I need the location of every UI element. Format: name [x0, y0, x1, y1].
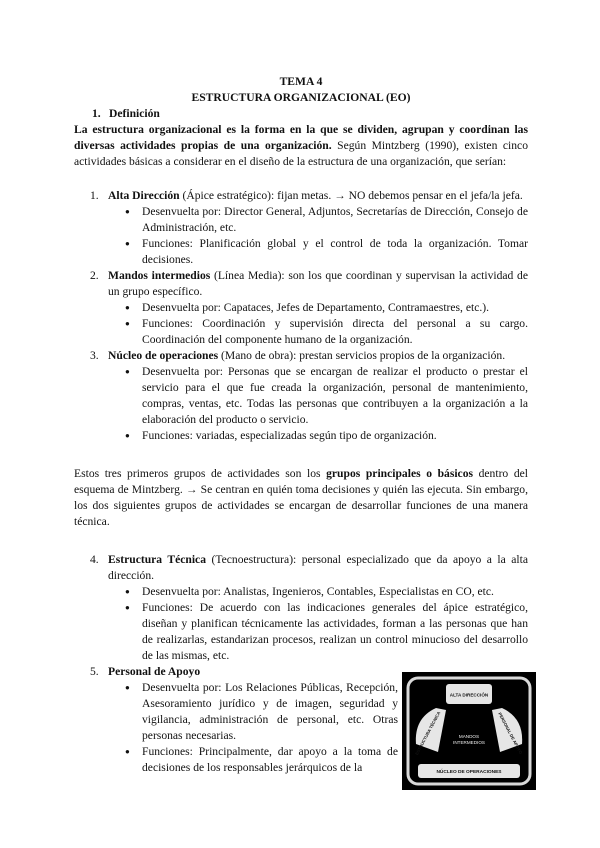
bullet-item: ● Desenvuelta por: Personas que se encargan de realizar el producto o prestar el servicio para el que fue creada la organización, personal de mantenimiento, compras, ventas, etc. Todas las personas que contribuyen a la organización a la elaboración del producto o servicio.	[108, 364, 528, 428]
item-description: (Línea Media): son los que coordinan y supervisan la actividad de un grupo específico.	[108, 269, 528, 298]
list-item-alta-direccion	[74, 188, 528, 268]
bullet-list	[108, 364, 528, 444]
item-number: 1.	[90, 189, 99, 202]
bullet-item: ● Desenvuelta por: Analistas, Ingenieros, Contables, Especialistas en CO, etc.	[108, 584, 528, 600]
definition-rest: Según Mintzberg (1990), existen cinco actividades básicas a considerar en el diseño de la estructura de una organización, que serían:	[74, 139, 528, 168]
section-heading	[74, 106, 528, 122]
diagram-right-label: PERSONAL DE APOYO	[497, 711, 524, 755]
title-line-1: TEMA 4	[279, 75, 323, 88]
item-name: Mandos intermedios	[108, 269, 211, 282]
bullet-item: ● Desenvuelta por: Director General, Adjuntos, Secretarías de Dirección, Consejo de Administración, etc.	[108, 204, 528, 236]
definition-paragraph	[74, 122, 528, 170]
diagram-bottom-label: NÚCLEO DE OPERACIONES	[436, 770, 502, 776]
item-name: Alta Dirección	[108, 189, 180, 202]
bullet-item: ● Funciones: De acuerdo con las indicaciones generales del ápice estratégico, diseñan y planifican técnicamente las actividades, forman a las personas que han de realizarlas, estandarizan procesos, realizan un control minucioso del desarrollo de las mismas, etc.	[108, 600, 528, 664]
bullet-item: ● Funciones: Principalmente, dar apoyo a la toma de decisiones de los responsables jerárquicos de la	[108, 744, 398, 776]
list-item-mandos-intermedios	[74, 268, 528, 348]
section-heading-text: Definición	[109, 107, 160, 120]
middle-bold: grupos principales o básicos	[326, 467, 474, 480]
bullet-list	[108, 204, 528, 268]
title-line-2: ESTRUCTURA ORGANIZACIONAL (EO)	[191, 91, 411, 104]
item-number: 2.	[90, 269, 99, 282]
middle-text-1: Estos tres primeros grupos de actividades son los	[74, 467, 327, 480]
item-number: 4.	[90, 553, 99, 566]
mintzberg-diagram	[402, 672, 536, 790]
list-item-estructura-tecnica	[74, 552, 528, 664]
bullet-list	[108, 680, 398, 776]
item-name: Núcleo de operaciones	[108, 349, 219, 362]
diagram-center-label-1: MANDOS	[458, 734, 480, 739]
bullet-item: ● Funciones: Planificación global y el control de toda la organización. Tomar decisiones.	[108, 236, 528, 268]
item-description: (Ápice estratégico): fijan metas. → NO debemos pensar en el jefa/la jefa.	[179, 189, 523, 202]
middle-text-2: dentro del esquema de Mintzberg. → Se centran en quién toma decisiones y quién las ejecuta. Sin embargo, los dos siguientes grupos de actividades se encargan de desarrollar funciones de una manera técnica.	[74, 467, 528, 528]
middle-paragraph	[74, 466, 528, 530]
item-name: Estructura Técnica	[108, 553, 206, 566]
bullet-item: ● Funciones: variadas, especializadas según tipo de organización.	[108, 428, 528, 444]
bullet-item: ● Desenvuelta por: Capataces, Jefes de Departamento, Contramaestres, etc.).	[108, 300, 528, 316]
item-number: 3.	[90, 349, 99, 362]
bullet-item: ● Desenvuelta por: Los Relaciones Públicas, Recepción, Asesoramiento jurídico y de imagen, seguridad y vigilancia, administración de personal, etc. Otras personas necesarias.	[108, 680, 398, 744]
item-description: (Mano de obra): prestan servicios propios de la organización.	[218, 349, 506, 362]
bullet-item: ● Funciones: Coordinación y supervisión directa del personal a su cargo. Coordinación del componente humano de la organización.	[108, 316, 528, 348]
document-body	[74, 74, 528, 776]
diagram-center-label-2: INTERMEDIOS	[453, 740, 485, 745]
list-item-nucleo-operaciones	[74, 348, 528, 444]
section-number: 1.	[92, 107, 101, 120]
activities-list-1	[74, 188, 528, 444]
diagram-top-label: ALTA DIRECCIÓN	[449, 692, 489, 698]
diagram-left-label: ESTRUCTURA TÉCNICA	[414, 710, 442, 756]
mintzberg-diagram-svg	[402, 672, 536, 790]
bullet-list	[108, 584, 528, 664]
item-name: Personal de Apoyo	[108, 665, 201, 678]
item-description: (Tecnoestructura): personal especializado que da apoyo a la alta dirección.	[108, 553, 528, 582]
bullet-list	[108, 300, 528, 348]
item-number: 5.	[90, 665, 99, 678]
definition-bold: La estructura organizacional es la forma en la que se dividen, agrupan y coordinan las diversas actividades propias de una organización.	[74, 123, 528, 152]
